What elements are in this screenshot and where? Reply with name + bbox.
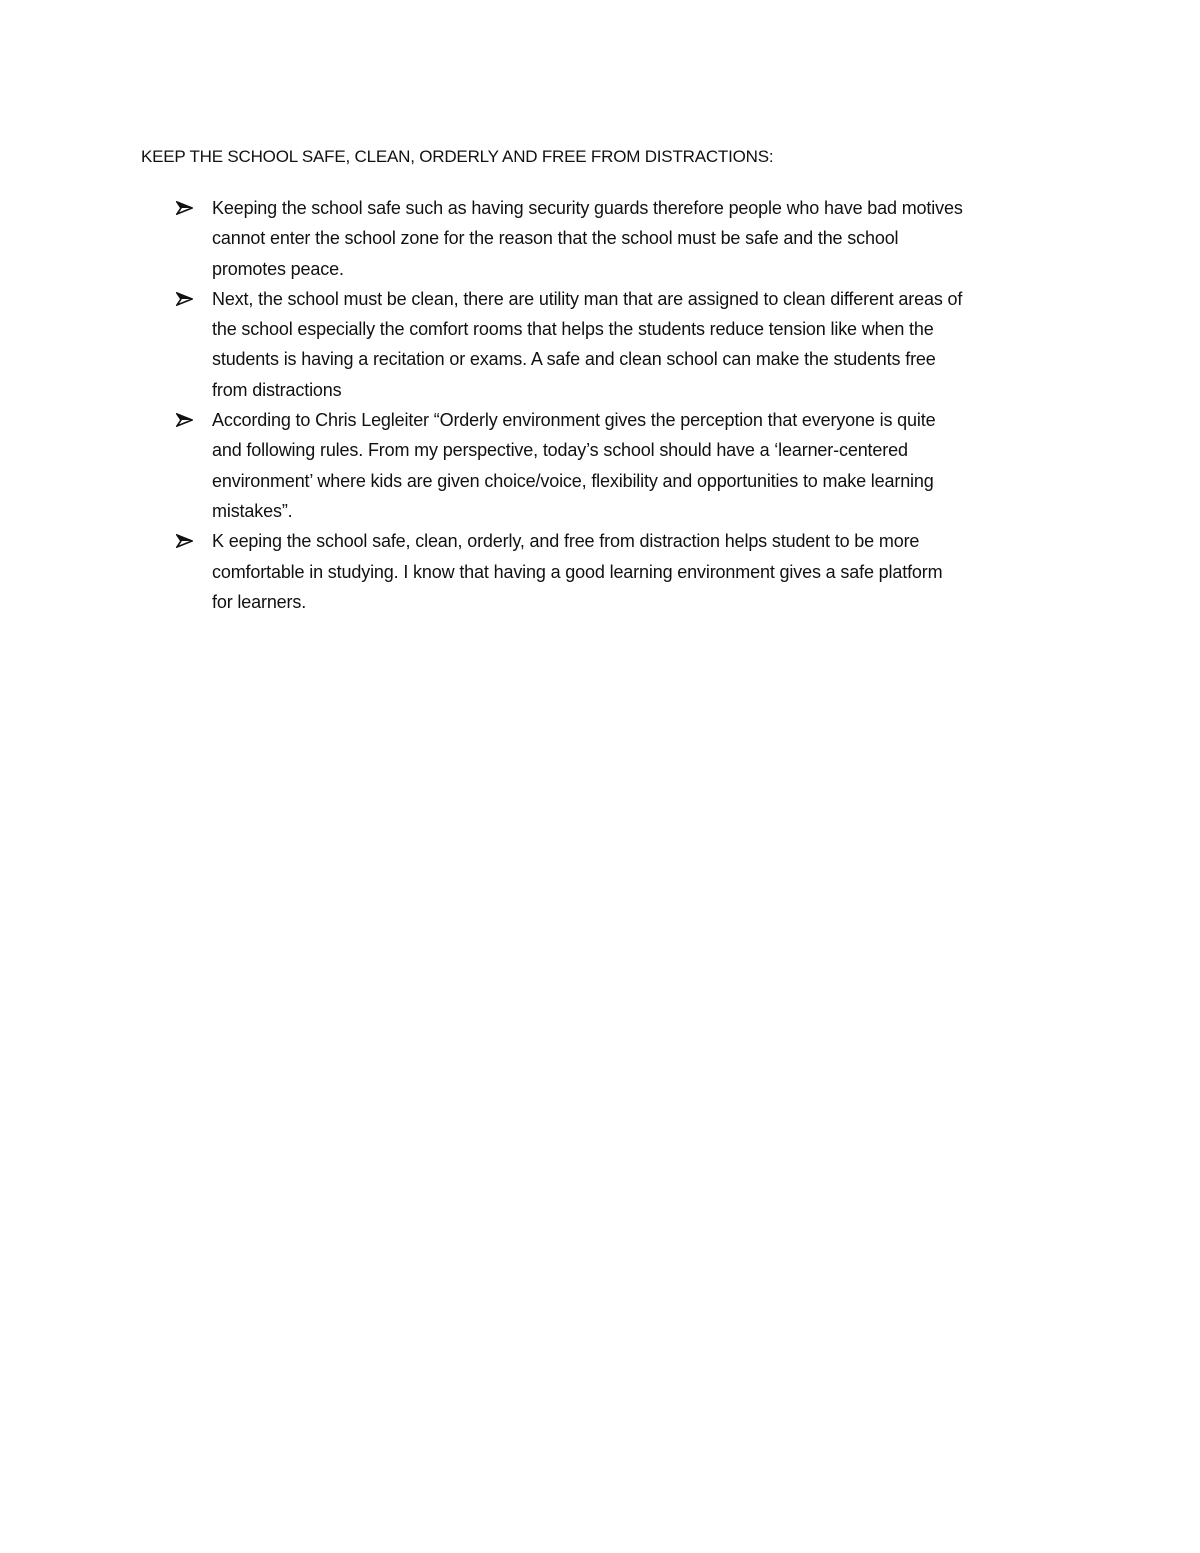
arrowhead-bullet-icon (176, 534, 193, 548)
list-item (176, 526, 1066, 617)
arrowhead-bullet-icon (176, 292, 193, 306)
bullet-line: comfortable in studying. I know that having a good learning environment gives a safe platform (212, 561, 943, 582)
bullet-line: K eeping the school safe, clean, orderly, and free from distraction helps student to be more (212, 531, 920, 552)
bullet-line: students is having a recitation or exams. A safe and clean school can make the students free (212, 349, 936, 370)
arrowhead-bullet-icon (176, 201, 193, 215)
bullet-line: environment’ where kids are given choice/voice, flexibility and opportunities to make learning (212, 470, 934, 491)
arrowhead-bullet-icon (176, 413, 193, 427)
bullet-line: promotes peace. (212, 258, 344, 279)
list-item (176, 405, 1066, 526)
bullet-line: mistakes”. (212, 500, 293, 521)
bullet-line: the school especially the comfort rooms that helps the students reduce tension like when the (212, 319, 934, 340)
bullet-line: and following rules. From my perspective, today’s school should have a ‘learner-centered (212, 440, 908, 461)
bullet-line: for learners. (212, 591, 307, 612)
bullet-line: cannot enter the school zone for the reason that the school must be safe and the school (212, 228, 899, 249)
bullet-line: According to Chris Legleiter “Orderly environment gives the perception that everyone is quite (212, 410, 936, 431)
list-item (176, 193, 1066, 284)
bullet-line: Keeping the school safe such as having security guards therefore people who have bad motives (212, 198, 963, 218)
list-item (176, 284, 1066, 405)
bullet-line: from distractions (212, 379, 342, 400)
bullet-line: Next, the school must be clean, there are utility man that are assigned to clean different areas of (212, 288, 963, 309)
document-heading: KEEP THE SCHOOL SAFE, CLEAN, ORDERLY AND FREE FROM DISTRACTIONS: (141, 147, 774, 166)
bullet-list (176, 193, 1066, 617)
